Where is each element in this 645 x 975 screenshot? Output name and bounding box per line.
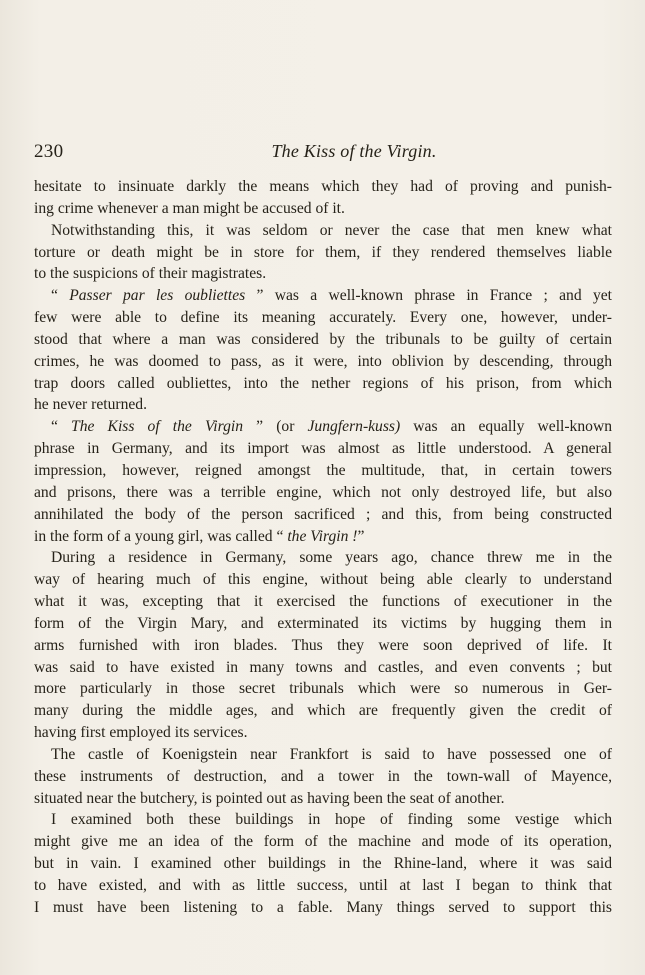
italic-phrase: The Kiss of the Virgin [71,418,244,436]
text-line: these instruments of destruction, and a tower in the town-wall of Mayence, [34,767,612,785]
text-line: and prisons, there was a terrible engine, which not only destroyed life, but also [34,483,612,501]
italic-phrase: the Virgin ! [287,527,358,545]
text-line: stood that where a man was considered by the tribunals to be guilty of certain [34,330,612,348]
text-line: I examined both these buildings in hope of finding some vestige which [51,811,612,829]
text-line: ing crime whenever a man might be accused of it. [34,199,345,217]
text-line: crimes, he was doomed to pass, as it were, into oblivion by descending, through [34,352,612,370]
text-line: form of the Virgin Mary, and exterminated its victims by hugging them in [34,614,612,632]
italic-phrase: Jungfern-kuss) [307,418,401,436]
text-line: hesitate to insinuate darkly the means which they had of proving and punish- [34,178,612,195]
text-line: impression, however, reigned amongst the multitude, that, in certain towers [34,461,612,479]
text-line: The castle of Koenigstein near Frankfort is said to have possessed one of [51,745,612,763]
text-run: was an equally well-known [400,418,612,436]
text-line: I must have been listening to a fable. Many things served to support this [34,898,612,916]
text-line [34,526,612,548]
italic-phrase: Passer par les oubliettes [69,287,246,305]
text-line: what it was, excepting that it exercised the functions of executioner in the [34,593,612,611]
text-line: During a residence in Germany, some years ago, chance threw me in the [51,549,612,567]
text-line: but in vain. I examined other buildings in the Rhine-land, where it was said [34,855,612,873]
text-line: trap doors called oubliettes, into the nether regions of his prison, from which [34,374,612,392]
text-line: few were able to define its meaning accurately. Every one, however, under- [34,309,612,327]
text-line: phrase in Germany, and its import was almost as little understood. A general [34,440,612,458]
text-line [34,416,612,438]
text-line: way of hearing much of this engine, without being able clearly to understand [34,571,612,589]
body-text [34,176,612,919]
text-run: in the form of a young girl, was called “ [34,527,288,545]
text-line: torture or death might be in store for them, if they rendered themselves liable [34,243,612,261]
text-line: he never returned. [34,396,147,414]
text-run: ” [357,527,365,545]
text-line: situated near the butchery, is pointed out as having been the seat of another. [34,789,505,807]
running-title: The Kiss of the Virgin. [271,141,437,161]
text-line: Notwithstanding this, it was seldom or never the case that men knew what [51,221,612,239]
text-run: “ [51,418,72,436]
text-line: having first employed its services. [34,724,248,742]
text-run: ” (or [243,418,308,436]
text-line: more particularly in those secret tribunals which were so numerous in Ger- [34,680,612,698]
text-line: annihilated the body of the person sacrificed ; and this, from being constructed [34,505,612,523]
text-line: might give me an idea of the form of the machine and mode of its operation, [34,833,612,851]
text-line: many during the middle ages, and which are frequently given the credit of [34,702,612,720]
page-header [34,141,614,171]
text-line: was said to have existed in many towns and castles, and even convents ; but [34,658,612,676]
text-line: to the suspicions of their magistrates. [34,265,267,283]
text-line: to have existed, and with as little success, until at last I began to think that [34,877,612,894]
text-line [34,285,612,307]
text-run: ” was a well-known phrase in France ; and yet [245,287,612,305]
page-number: 230 [34,141,64,162]
text-line: arms furnished with iron blades. Thus they were soon deprived of life. It [34,636,612,654]
text-run: “ [51,287,70,305]
